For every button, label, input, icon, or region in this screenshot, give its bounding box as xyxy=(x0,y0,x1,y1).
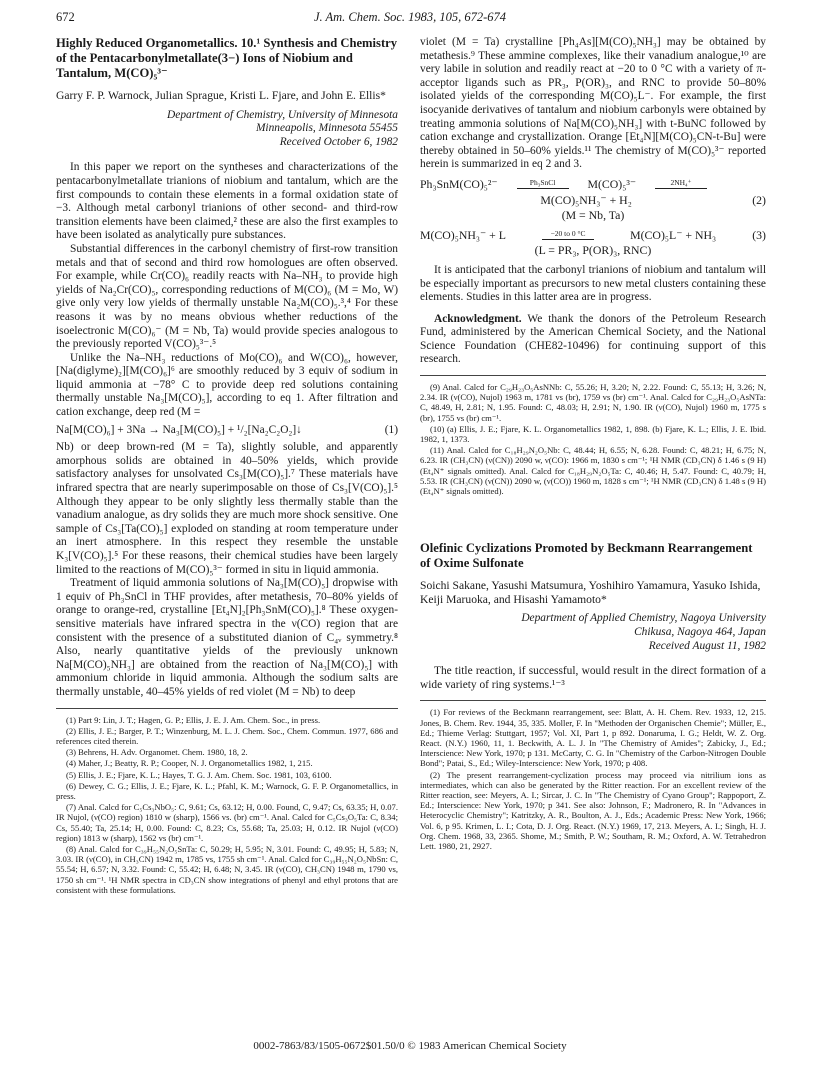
equation-3 xyxy=(420,229,766,258)
equation-number: (3) xyxy=(752,227,766,242)
arrow-reagent: −20 to 0 °C xyxy=(550,229,586,239)
right-column xyxy=(420,36,766,852)
received-date: Received August 11, 1982 xyxy=(648,639,766,652)
footnote: (2) Ellis, J. E.; Barger, P. T.; Winzenburg, M. L. J. Chem. Soc., Chem. Commun. 1977, 686 and references cited therein. xyxy=(56,725,398,746)
footnote: (11) Anal. Calcd for C₁₈H₂₉N₂O₅Nb: C, 48.44; H, 6.55; N, 6.28. Found: C, 48.21; H, 6.75; N, 6.23. IR (CH₃CN) (ν(CN)) 2090 w, ν(CO): 1966 m, 1830 s cm⁻¹; ¹H NMR (CD₃CN) δ 1.46 s (9 H) (Et₄N⁺ signals omitted). Anal. Calcd for C₁₈H₂₉N₂O₅Ta: C, 40.46; H, 5.47. Found: C, 40.79; H, 5.53. IR (CH₃CN) (ν(CN)) 2090 w, (ν(CO)) 1960 m, 1828 s cm⁻¹; ¹H NMR (CD₃CN) δ 1.48 s (9 H) (Et₄N⁺ signals omitted). xyxy=(420,445,766,497)
page-footer: 0002-7863/83/1505-0672$01.50/0 © 1983 American Chemical Society xyxy=(253,1040,567,1052)
page-number: 672 xyxy=(56,10,75,24)
article-title: Olefinic Cyclizations Promoted by Beckmann Rearrangement of Oxime Sulfonate xyxy=(420,541,753,571)
article-affiliation xyxy=(56,109,398,150)
acknowledgment xyxy=(420,313,766,367)
footnote-rule xyxy=(56,708,398,709)
equation-term: Ph₃SnM(CO)₅²⁻ xyxy=(420,176,498,191)
equation-1 xyxy=(56,424,398,438)
article-authors: Garry F. P. Warnock, Julian Sprague, Kristi L. Fjare, and John E. Ellis* xyxy=(56,89,386,102)
article-affiliation xyxy=(420,612,766,653)
affiliation-line: Department of Applied Chemistry, Nagoya University xyxy=(521,612,766,625)
affiliation-line: Minneapolis, Minnesota 55455 xyxy=(255,122,398,135)
equation-term: M(CO)₅³⁻ xyxy=(587,176,637,191)
body-paragraph: Nb) or deep brown-red (M = Ta), slightly soluble, and apparently amorphous solids are obtained in 40–50% yields, which provide satisfactory analyses for unsolvated Cs₃[M(CO)₅].⁷ These materials have infrared spectra that are nearly superimposable on those of Cs₃[V(CO)₅].⁵ Although they appear to be only slightly less thermally stable than the vanadium analogue, as dry solids they are much more shock sensitive. One sample of Cs₃[Ta(CO)₅] exploded on standing at room temperature under an inert atmosphere. In this respect they resemble the unstable K₃[V(CO)₅].⁵ For these reasons, their chemical studies have been largely limited to the reactions of M(CO)₅³⁻ formed in situ in liquid ammonia. xyxy=(56,441,398,576)
received-date: Received October 6, 1982 xyxy=(279,135,398,148)
body-paragraph: Treatment of liquid ammonia solutions of Na₃[M(CO)₅] dropwise with 1 equiv of Ph₃SnCl in THF provides, after metathesis, 70–80% yields of orange to orange-red, crystalline [Et₄N]₂[Ph₃SnM(CO)₅].⁸ These oxygen-sensitive materials have infrared spectra in the ν(CO) region that are consistent with the presence of a substituted dianion of C₄ᵥ symmetry.⁸ Also, nearly quantitative yields of the previously unknown Na[M(CO)₅NH₃] are obtained from the reaction of Na₃[M(CO)₅] with ammonium chloride in liquid ammonia. Although the sodium salts are thermally unstable, 40–45% yields of red violet (M = Nb) to deep xyxy=(56,577,398,698)
footnotes xyxy=(420,382,766,496)
equation-number: (1) xyxy=(384,423,398,436)
footnote: (1) For reviews of the Beckmann rearrangement, see: Blatt, A. H. Chem. Rev. 1933, 12, 215. Jones, B. Chem. Rev. 1944, 35, 335. Moller, F. In "Methoden der Organischen Chemie"; Müller, E., Ed.; Thieme Verlag: Stuttgart, 1957; Vol. XI, Part 1, p 892. Donaruma, I. G.; Heldt, W. Z. Org. React. (N.Y.) 1960, 11, 1. Beckwith, A. L. J. In "The Chemistry of Amides"; Zabicky, J., Ed.; Interscience: New York, 1970; p 131. McCarty, C. G. In "Chemistry of the Carbon-Nitrogen Double Bond"; Patai, S., Ed.; Wiley-Interscience: New York, 1970; p 408. xyxy=(420,707,766,769)
journal-citation: J. Am. Chem. Soc. 1983, 105, 672-674 xyxy=(313,10,507,24)
page-header xyxy=(56,10,764,28)
right-arrow-icon xyxy=(542,239,594,240)
reaction-arrow xyxy=(517,179,569,190)
footnote-rule xyxy=(420,700,766,701)
footnotes xyxy=(56,715,398,895)
equation-term: M(CO)₅NH₃⁻ + H₂ xyxy=(540,192,632,207)
article-authors: Soichi Sakane, Yasushi Matsumura, Yoshihiro Yamamura, Yasuko Ishida, Keiji Maruoka, and Hisashi Yamamoto* xyxy=(420,579,761,606)
body-paragraph: The title reaction, if successful, would result in the direct formation of a wide variety of ring systems.¹⁻³ xyxy=(420,665,766,691)
footnote: (4) Maher, J.; Beatty, R. P.; Cooper, N. J. Organometallics 1982, 1, 215. xyxy=(66,758,313,769)
footnote: (8) Anal. Calcd for C₃₉H₅₅N₂O₅SnTa: C, 50.29; H, 5.95; N, 3.01. Found: C, 49.95; H, 5.83; N, 3.03. IR (ν(CO), in CH₃CN) 1942 m, 1785 vs, 1755 sh cm⁻¹. Anal. Calcd for C₃₉H₅₅N₂O₅NbSn: C, 55.54; H, 6.57; N, 3.32. Found: C, 55.42; H, 6.48; N, 3.45. IR (ν(CO), CH₃CN) 1948 m, 1790 vs, 1750 sh cm⁻¹. ¹H NMR spectra in CD₃CN show integrations of phenyl and ethyl protons that are consistent with these formulations. xyxy=(56,843,398,895)
arrow-reagent: 2NH₄⁺ xyxy=(670,178,692,188)
right-arrow-icon xyxy=(655,188,707,189)
footnote: (10) (a) Ellis, J. E.; Fjare, K. L. Organometallics 1982, 1, 898. (b) Fjare, K. L.; Ellis, J. E. Ibid. 1982, 1, 1373. xyxy=(420,423,766,445)
equation-number: (2) xyxy=(752,192,766,207)
footnote: (7) Anal. Calcd for C₅Cs₃NbO₅: C, 9.61; Cs, 63.12; H, 0.00. Found, C, 9.47; Cs, 63.35; H, 0.07. IR Nujol, (ν(CO) region) 1810 w (sharp), 1566 vs. (br) cm⁻¹. Anal. Calcd for C₅Cs₃O₅Ta: C, 8.34; Cs, 55.40; Ta, 25.14; H, 0.00. Found: C, 8.23; Cs, 55.68; Ta, 25.03; H, 0.12. IR Nujol (ν(CO) region) 1813 w (sharp), 1562 vs (br) cm⁻¹. xyxy=(56,802,398,843)
arrow-reagent: Ph₃SnCl xyxy=(529,178,556,188)
footnote-rule xyxy=(420,375,766,376)
body-paragraph: violet (M = Ta) crystalline [Ph₄As][M(CO)₅NH₃] may be obtained by metathesis.⁹ These ammine complexes, like their vanadium analogue,¹⁰ are very labile in solution and readily react at −20 to 0 °C with a variety of π-acceptor ligands such as PR₃, P(OR)₃, and RNC to provide 50–80% isolated yields of the corresponding M(CO)₅L⁻. For example, the first isocyanide derivatives of tantalum and niobium carbonyls were obtained by treating ammonia solutions of Na[M(CO)₅NH₃] with t-BuNC followed by cation exchange and crystallization. Orange [Et₄N][M(CO)₅CN-t-Bu] were thereby obtained in 50–60% yields.¹¹ The chemistry of M(CO)₅³⁻ reported herein is summarized in eq 2 and 3. xyxy=(420,36,766,171)
footnotes xyxy=(420,707,766,851)
footnote: (2) The present rearrangement-cyclization process may proceed via nitrilium ions as intermediates, which can also be generated by the Ritter reaction. For an excellent review of the Ritter reaction, see: Meyers, A. I.; Sircar, J. C. In "The Chemistry of Cyano Group"; Rappoport, Z. Ed.; Interscience: New York, 1970; p 341. See also: Johnson, F.; Madronero, R. In "Advances in Heterocyclic Chemistry"; Katritzky, A. R., Boulton, A. J., Eds.; Academic Press: New York, 1966; Vol. 6, p 95. Krimen, L. I.; Cota, D. J. Org. React. (N.Y.) 1969, 17, 213. Meyers, A. I.; Singh, H. J. Org. Chem. 1968, 33, 2365. Shome, M.; Smith, P. W.; Southam, R. M.; Oxford, A. W. Tetrahedron Lett. 1980, 21, 2927. xyxy=(420,769,766,852)
body-paragraph: In this paper we report on the syntheses and characterizations of the pentacarbonylmetallate trianions of niobium and tantalum, which are the first compounds to contain these elements in a formal oxidation state of −3. Although metal carbonyl trianions of other second- and third-row transition elements have been claimed,² these are also the first examples to have been isolated as analytically pure substances. xyxy=(56,161,398,242)
acknowledgment-heading: Acknowledgment. xyxy=(434,312,522,325)
footnote: (5) Ellis, J. E.; Fjare, K. L.; Hayes, T. G. J. Am. Chem. Soc. 1981, 103, 6100. xyxy=(66,769,332,780)
body-paragraph: It is anticipated that the carbonyl trianions of niobium and tantalum will be especially important as precursors to new metal clusters containing these elements. Studies in this latter area are in progress. xyxy=(420,263,766,304)
article-title: Highly Reduced Organometallics. 10.¹ Synthesis and Chemistry of the Pentacarbonylmetallate(3−) Ions of Niobium and Tantalum, M(CO)₅³⁻ xyxy=(56,36,398,80)
equation-term: M(CO)₅NH₃⁻ + L xyxy=(420,227,506,242)
left-arrow-icon xyxy=(517,188,569,189)
equation-condition: (M = Nb, Ta) xyxy=(561,208,625,223)
affiliation-line: Chikusa, Nagoya 464, Japan xyxy=(634,626,766,639)
acknowledgment-body: We thank the donors of the Petroleum Research Fund, administered by the American Chemical Society, and the National Science Foundation (CHE82-10496) for continuing support of this research. xyxy=(420,312,766,366)
affiliation-line: Department of Chemistry, University of Minnesota xyxy=(167,108,398,121)
equation-2 xyxy=(420,178,766,223)
body-paragraph: Substantial differences in the carbonyl chemistry of first-row transition metals and that of second and third row homologues are often observed. For example, while Cr(CO)₆ readily reacts with Na–NH₃ to provide high yields of Na₂Cr(CO)₅, corresponding reductions of M(CO)₆ (M = Mo, W) give only very low yields of thermally unstable Na₂M(CO)₅.³,⁴ For these reasons it was by no means obvious whether reductions of the isoelectronic M(CO)₆⁻ (M = Nb, Ta) would provide species analogous to the previously reported V(CO)₅³⁻.⁵ xyxy=(56,242,398,351)
reaction-arrow xyxy=(542,230,594,241)
left-column xyxy=(56,36,398,896)
equation-body: Na[M(CO)₆] + 3Na → Na₃[M(CO)₅] + ¹/₂[Na₂C₂O₂]↓ xyxy=(56,423,302,436)
footnote: (3) Behrens, H. Adv. Organomet. Chem. 1980, 18, 2. xyxy=(66,747,248,758)
footnote: (1) Part 9: Lin, J. T.; Hagen, G. P.; Ellis, J. E. J. Am. Chem. Soc., in press. xyxy=(66,714,321,725)
footnote: (9) Anal. Calcd for C₂₉H₂₃O₅AsNNb: C, 55.26; H, 3.20; N, 2.22. Found: C, 55.13; H, 3.26; N, 2.34. IR (ν(CO), Nujol) 1963 m, 1781 vs (br), 1759 vs (br) cm⁻¹. Anal. Calcd for C₂₉H₂₃O₅AsNTa: C, 48.49, H, 2.81; N, 1.95. Found: C, 48.03; H, 2.91; N, 1.90. IR (ν(CO), Nujol) 1960 m, 1775 s (br), 1755 vs (br) cm⁻¹. xyxy=(420,382,766,423)
body-paragraph: Unlike the Na–NH₃ reductions of Mo(CO)₆ and W(CO)₆, however, [Na(diglyme)₂][M(CO)₆]⁶ are smoothly reduced by 3 equiv of sodium in liquid ammonia at −78° C to provide deep red solutions containing thermally unstable Na₃[M(CO)₅], according to eq 1. After filtration and cation exchange, deep red (M = xyxy=(56,351,398,419)
equation-condition: (L = PR₃, P(OR)₃, RNC) xyxy=(534,243,652,258)
reaction-arrow xyxy=(655,179,707,190)
footnote: (6) Dewey, C. G.; Ellis, J. E.; Fjare, K. L.; Pfahl, K. M.; Warnock, G. F. P. Organometallics, in press. xyxy=(56,780,398,801)
equation-term: M(CO)₅L⁻ + NH₃ xyxy=(630,227,717,242)
